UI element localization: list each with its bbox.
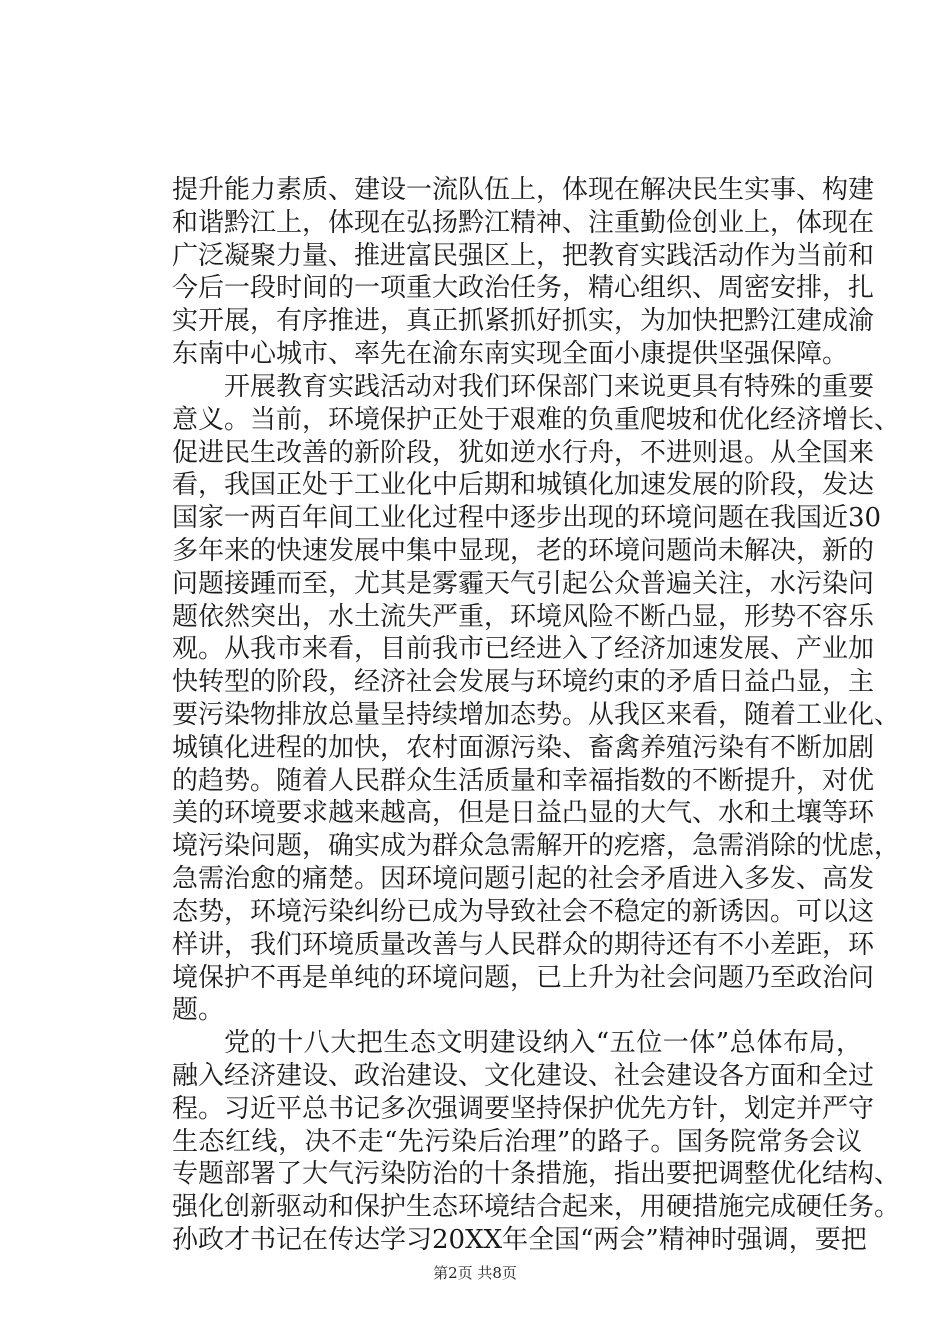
paragraph-first-line: 开展教育实践活动对我们环保部门来说更具有特殊的重要 [224,372,875,402]
text-line: 孙政才书记在传达学习20XX年全国“两会”精神时强调，要把 [172,1225,867,1255]
text-line: 要污染物排放总量呈持续增加态势。从我区来看，随着工业化、 [172,700,901,730]
text-line: 东南中心城市、率先在渝东南实现全面小康提供坚强保障。 [172,339,849,369]
text-line: 多年来的快速发展中集中显现，老的环境问题尚未解决，新的 [172,536,875,566]
text-line: 专题部署了大气污染防治的十条措施，指出要把调整优化结构、 [172,1159,901,1189]
text-line: 题依然突出，水土流失严重，环境风险不断凸显，形势不容乐 [172,602,875,632]
text-line: 快转型的阶段，经济社会发展与环境约束的矛盾日益凸显，主 [172,667,875,697]
text-line: 题。 [172,995,225,1025]
text-line: 美的环境要求越来越高，但是日益凸显的大气、水和土壤等环 [172,798,875,828]
text-line: 观。从我市来看，目前我市已经进入了经济加速发展、产业加 [172,634,875,664]
text-line: 意义。当前，环境保护正处于艰难的负重爬坡和优化经济增长、 [172,405,901,435]
text-line: 问题接踵而至，尤其是雾霾天气引起公众普遍关注，水污染问 [172,569,875,599]
text-line: 今后一段时间的一项重大政治任务，精心组织、周密安排，扎 [172,273,875,303]
text-line: 样讲，我们环境质量改善与人民群众的期待还有不小差距，环 [172,930,875,960]
text-line: 看，我国正处于工业化中后期和城镇化加速发展的阶段，发达 [172,470,875,500]
paragraph-first-line: 党的十八大把生态文明建设纳入“五位一体”总体布局， [224,1028,862,1058]
text-line: 态势，环境污染纠纷已成为导致社会不稳定的新诱因。可以这 [172,897,875,927]
text-line: 实开展，有序推进，真正抓紧抓好抓实，为加快把黔江建成渝 [172,306,875,336]
text-line: 的趋势。随着人民群众生活质量和幸福指数的不断提升，对优 [172,766,875,796]
text-line: 融入经济建设、政治建设、文化建设、社会建设各方面和全过 [172,1061,875,1091]
text-line: 急需治愈的痛楚。因环境问题引起的社会矛盾进入多发、高发 [172,864,875,894]
text-line: 境保护不再是单纯的环境问题，已上升为社会问题乃至政治问 [172,963,875,993]
text-line: 生态红线，决不走“先污染后治理”的路子。国务院常务会议 [172,1127,862,1157]
text-line: 境污染问题，确实成为群众急需解开的疙瘩，急需消除的忧虑， [172,831,901,861]
page-number-footer: 第2页 共8页 [433,1264,517,1282]
text-line: 程。习近平总书记多次强调要坚持保护优先方针，划定并严守 [172,1094,875,1124]
text-line: 促进民生改善的新阶段，犹如逆水行舟，不进则退。从全国来 [172,438,875,468]
text-line: 国家一两百年间工业化过程中逐步出现的环境问题在我国近30 [172,503,882,533]
text-line: 提升能力素质、建设一流队伍上，体现在解决民生实事、构建 [172,175,875,205]
text-line: 城镇化进程的加快，农村面源污染、畜禽养殖污染有不断加剧 [172,733,875,763]
text-line: 和谐黔江上，体现在弘扬黔江精神、注重勤俭创业上，体现在 [172,208,875,238]
text-line: 强化创新驱动和保护生态环境结合起来，用硬措施完成硬任务。 [172,1192,901,1222]
text-line: 广泛凝聚力量、推进富民强区上，把教育实践活动作为当前和 [172,241,875,271]
